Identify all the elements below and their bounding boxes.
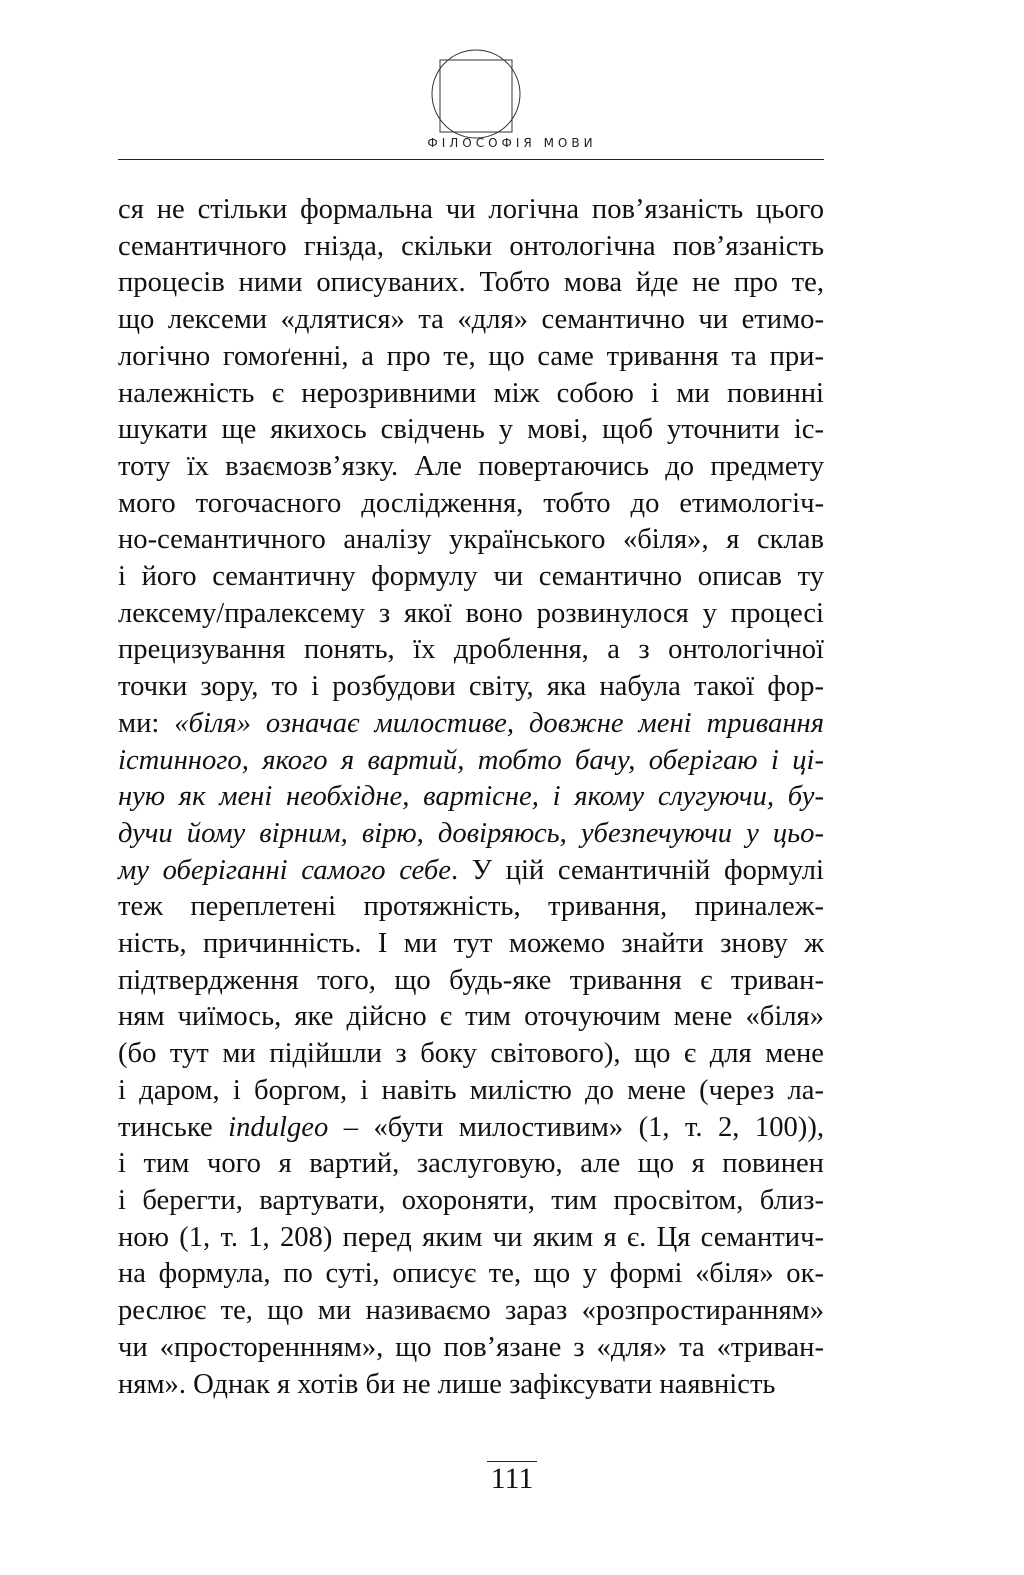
text-segment: ність, причинність. І ми тут можемо знайти знову ж — [118, 928, 824, 960]
italic-text-segment: indulgeo — [228, 1111, 329, 1143]
text-line — [118, 486, 824, 523]
text-segment: підтвердження того, що будь-яке тривання є триван- — [118, 964, 824, 996]
italic-text-segment: дучи йому вірним, вірю, довіряюсь, убезпечуючи у цьо- — [118, 817, 824, 849]
page-number — [0, 1462, 1024, 1496]
page-number-value: 111 — [487, 1461, 538, 1495]
text-segment: тоту їх взаємозв’язку. Але повертаючись до предмету — [118, 450, 824, 482]
text-line — [118, 412, 824, 449]
text-line — [118, 1146, 824, 1183]
text-segment: що лексеми «длятися» та «для» семантично чи етимо- — [118, 304, 824, 336]
text-line — [118, 302, 824, 339]
text-line — [118, 816, 824, 853]
text-segment: но-семантичного аналізу українського «біля», я склав — [118, 524, 824, 556]
text-segment: реслює те, що ми називаємо зараз «розпростиранням» — [118, 1295, 824, 1327]
text-segment: шукати ще якихось свідчень у мові, щоб уточнити іс- — [118, 414, 824, 446]
text-segment: і даром, і боргом, і навіть милістю до мене (через ла- — [118, 1074, 824, 1106]
text-line — [118, 743, 824, 780]
text-segment: . У цій семантичній формулі — [450, 854, 824, 886]
text-line — [118, 889, 824, 926]
text-line — [118, 339, 824, 376]
text-line — [118, 229, 824, 266]
text-segment: чи «простореннням», що пов’язане з «для» та «триван- — [118, 1331, 824, 1363]
text-segment: і його семантичну формулу чи семантично описав ту — [118, 561, 824, 593]
text-segment: належність є нерозривними між собою і ми повинні — [118, 377, 824, 409]
italic-text-segment: істинного, якого я вартий, тобто бачу, оберігаю і ці- — [118, 744, 824, 776]
text-segment: на формула, по суті, описує те, що у формі «біля» ок- — [118, 1258, 824, 1290]
text-line — [118, 963, 824, 1000]
text-line — [118, 596, 824, 633]
text-segment: точки зору, то і розбудови світу, яка набула такої фор- — [118, 671, 824, 703]
running-head-title: ФІЛОСОФІЯ МОВИ — [427, 136, 597, 150]
text-segment: семантичного гнізда, скільки онтологічна пов’язаність — [118, 230, 824, 262]
text-line — [118, 706, 824, 743]
text-segment: лексему/пралексему з якої воно розвинулося у процесі — [118, 597, 824, 629]
text-line — [118, 1073, 824, 1110]
italic-text-segment: ную як мені необхідне, вартісне, і якому слугуючи, бу- — [118, 781, 824, 813]
text-line — [118, 265, 824, 302]
text-line — [118, 1330, 824, 1367]
text-line — [118, 1183, 824, 1220]
text-segment: логічно гомоґенні, а про те, що саме тривання та при- — [118, 340, 824, 372]
text-segment: – «бути милостивим» (1, т. 2, 100)), — [328, 1111, 824, 1143]
italic-text-segment: «біля» означає милостиве, довжне мені тривання — [174, 707, 824, 739]
text-line — [118, 999, 824, 1036]
text-segment: і берегти, вартувати, охороняти, тим просвітом, близ- — [118, 1184, 824, 1216]
text-segment: процесів ними описуваних. Тобто мова йде не про те, — [118, 267, 824, 299]
text-segment: ною (1, т. 1, 208) перед яким чи яким я є. Ця семантич- — [118, 1221, 824, 1253]
text-line — [118, 1220, 824, 1257]
text-segment: ням чиїмось, яке дійсно є тим оточуючим мене «біля» — [118, 1001, 824, 1033]
text-line — [118, 853, 824, 890]
text-line — [118, 522, 824, 559]
circle-square-emblem-icon — [430, 48, 522, 140]
text-line — [118, 779, 824, 816]
text-segment: тинське — [118, 1111, 229, 1143]
header-rule — [118, 159, 824, 160]
body-text — [118, 192, 824, 1403]
italic-text-segment: му оберіганні самого себе — [118, 854, 451, 886]
text-segment: прецизування понять, їх дроблення, а з онтологічної — [118, 634, 824, 666]
text-line — [118, 192, 824, 229]
text-line — [118, 1256, 824, 1293]
text-segment: ся не стільки формальна чи логічна пов’язаність цього — [118, 194, 824, 225]
text-segment: і тим чого я вартий, заслуговую, але що я повинен — [118, 1148, 824, 1180]
text-line — [118, 1367, 824, 1404]
text-line — [118, 669, 824, 706]
text-line — [118, 376, 824, 413]
text-segment: ми: — [118, 707, 175, 739]
text-line — [118, 559, 824, 596]
text-line — [118, 1293, 824, 1330]
text-segment: (бо тут ми підійшли з боку світового), що є для мене — [118, 1038, 824, 1070]
text-line — [118, 449, 824, 486]
text-line — [118, 926, 824, 963]
text-segment: ням». Однак я хотів би не лише зафіксувати наявність — [118, 1368, 776, 1400]
text-line — [118, 1036, 824, 1073]
text-segment: мого тогочасного дослідження, тобто до етимологіч- — [118, 487, 824, 519]
text-line — [118, 632, 824, 669]
text-segment: теж переплетені протяжність, тривання, приналеж- — [118, 891, 824, 923]
text-line — [118, 1110, 824, 1147]
